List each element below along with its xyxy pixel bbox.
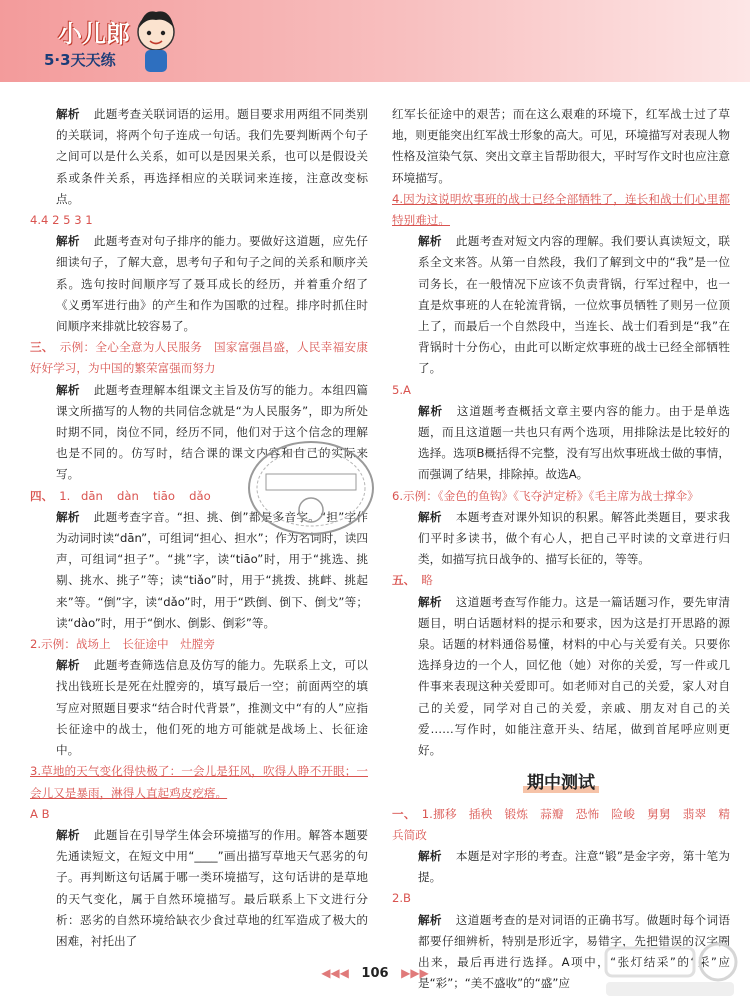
analysis-label: 解析: [418, 403, 443, 418]
analysis-paragraph: [30, 104, 368, 210]
answer-text: 示例：全心全意为人民服务 国家富强昌盛，人民幸福安康 好好学习，为中国的繁荣富强而努力: [30, 340, 380, 376]
answer-line: [392, 570, 730, 591]
answer-text: 1.挪移 插秧 锻炼 蒜瓣 恐怖 险峻 舅舅 翡翠 精兵简政: [392, 806, 730, 842]
answer-line: [392, 189, 730, 231]
next-arrows-icon: ▶▶▶: [401, 966, 429, 980]
analysis-paragraph: [30, 655, 368, 761]
answer-line: 2.B: [392, 891, 412, 906]
analysis-paragraph: [30, 231, 368, 337]
answer-line: A B: [30, 806, 50, 821]
corner-watermark-icon: [600, 938, 740, 1000]
answer-line: 4.4 2 5 3 1: [30, 213, 93, 228]
answer-text: 3.草地的天气变化得快极了：一会儿是狂风，吹得人睁不开眼；一会儿又是暴雨，淋得人直起鸡皮疙瘩。: [30, 764, 368, 800]
analysis-label: 解析: [418, 848, 442, 863]
analysis-paragraph: [392, 592, 730, 762]
analysis-label: 解析: [418, 509, 442, 524]
pinyin-item: dān: [81, 488, 103, 503]
analysis-continuation: 红军长征途中的艰苦；而在这么艰难的环境下，红军战士过了草地，则更能突出红军战士形象的高大。可见，环境描写对表现人物性格及渲染气氛、突出文章主旨帮助很大，平时写作文时也应注意环境描写。: [392, 107, 730, 185]
analysis-paragraph: [392, 846, 730, 888]
section-title: 期中测试: [523, 773, 599, 794]
analysis-label: 解析: [56, 107, 80, 121]
analysis-text: 这道题考查的是对词语的正确书写。做题时每个词语都要仔细辨析，特别是形近字，易错字，先把错误的汉字圈出来，最后再进行选择。A项中，“张灯结采”的“采”应是“彩”；“美不盛收”的“盛”应: [418, 912, 730, 991]
analysis-text: 此题旨在引导学生体会环境描写的作用。解答本题要先通读短文，在短文中用“____”画出描写草地天气恶劣的句子。再判断这句话属于哪一类环境描写，这句话讲的是草地的天气变化，属于自然环境描写。最后联系上下文进行分析：恶劣的自然环境给缺衣少食过草地的红军造成了极大的困难，衬托出了: [56, 827, 368, 948]
right-column: [392, 104, 730, 994]
analysis-paragraph: [30, 825, 368, 952]
analysis-label: 解析: [56, 658, 80, 673]
analysis-text: 这道题考查写作能力。这是一篇话题习作，要先审清题目，明白话题材料的提示和要求，因为这是打开思路的源泉。话题的材料通俗易懂，材料的中心与关爱有关。只要你选择身边的一个人，回忆他（她）对你的关爱，写一件或几件事来表现这种关爱即可。如老师对自己的关爱，家人对自己的关爱，同学对自己的关爱，亲戚、朋友对自己的关爱……写作时，如能注意开头、结尾，做到首尾呼应则更好。: [418, 594, 730, 758]
analysis-label: 解析: [418, 234, 442, 249]
analysis-text: 此题考查对句子排序的能力。要做好这道题，应先仔细读句子，了解大意，思考句子和句子之间的关系和顺序关系。选句按时间顺序写了聂耳成长的经历，并着重介绍了《义勇军进行曲》的产生和作为国歌的过程。排序时抓住时间顺序来排就比较容易了。: [56, 234, 368, 334]
page-number: 106: [361, 966, 389, 981]
section-title-wrap: [392, 773, 730, 795]
section-number: 四、: [30, 488, 54, 503]
analysis-text: 此题考查对短文内容的理解。我们要认真读短文，联系全文来答。从第一自然段，我们了解到文中的“我”是一位司务长，在一般情况下应该不负责背锅，行军过程中，也一直是炊事班的人在轮流背锅，一位炊事员牺牲了则另一位顶上了，而最后一个自然段中，当连长、战士们看到是“我”在背锅时十分伤心，由此可以断定炊事班的战士已经全部牺牲了。: [418, 234, 730, 376]
answer-text: 4.因为这说明炊事班的战士已经全部牺牲了，连长和战士们心里都特别难过。: [392, 191, 730, 228]
logo-title: 小儿郎: [58, 20, 130, 48]
analysis-text: 此题考查理解本组课文主旨及仿写的能力。本组四篇课文所描写的人物的共同信念就是“为人民服务”，即为所处时期不同，岗位不同，经历不同，他们对于这个信念的理解也是不同的。仿写时，结合课的课文内容和自己的实际来写。: [56, 382, 368, 482]
analysis-paragraph: [392, 231, 730, 379]
answer-line: 2.示例：战场上 长征途中 灶膛旁: [30, 637, 215, 652]
mascot-icon: [134, 6, 178, 76]
answer-text: 略: [421, 573, 433, 588]
page-header-banner: [0, 0, 750, 82]
answer-line: [392, 804, 730, 846]
analysis-text: 此题考查字音。“担、挑、倒”都是多音字。“担”字作为动词时读“dān”，可组词“担心、担水”；作为名词时，读四声，可组词“担子”。“挑”字，读“tiāo”时，用于“挑选、挑剔、挑水、挑子”等；读“tiǎo”时，用于“挑拨、挑衅、挑起来”等。“倒”字，读“dǎo”时，用于“跌倒、倒下、倒戈”等；读“dào”时，用于“倒水、倒影、倒彩”等。: [56, 509, 368, 630]
pinyin-item: tiāo: [152, 488, 175, 503]
analysis-label: 解析: [56, 509, 80, 524]
pinyin-item: dàn: [117, 488, 139, 503]
analysis-text: 本题是对字形的考查。注意“锻”是金字旁，第十笔为提。: [418, 848, 730, 885]
analysis-text: 此题考查筛选信息及仿写的能力。先联系上文，可以找出钱班长是死在灶膛旁的，填写最后一空；前面两空的填写应对照题目要求“结合时代背景”，推测文中“有的人”应指长征途中的战士，他们死的地方可能就是战场上、长征途中。: [56, 658, 368, 758]
prev-arrows-icon: ◀◀◀: [321, 966, 349, 980]
answer-line: [30, 337, 380, 379]
section-number: 一、: [392, 806, 416, 821]
analysis-label: 解析: [56, 827, 80, 842]
section-number: 五、: [392, 573, 416, 588]
analysis-text: 本题考查对课外知识的积累。解答此类题目，要求我们平时多读书，做个有心人，把自己平时读的文章进行归类，如描写抗日战争的、描写长征的，等等。: [418, 509, 730, 567]
answer-line: 5.A: [392, 382, 411, 397]
stamp-watermark-icon: [244, 436, 378, 540]
answer-line: 6.示例：《金色的鱼钩》《飞夺泸定桥》《毛主席为战士撑伞》: [392, 488, 699, 503]
section-number: 三、: [30, 340, 54, 355]
analysis-text: 此题考查关联词语的运用。题目要求用两组不同类别的关联词，将两个句子连成一句话。我们先要判断两个句子之间可以是什么关系，如可以是因果关系，也可以是假设关系或条件关系，再选择相应的关联词来连接，注意改变标点。: [56, 107, 368, 206]
analysis-text: 这道题考查概括文章主要内容的能力。由于是单选题，而且这道题一共也只有两个选项，用排除法是比较好的选择。选项B概括得不完整，没有写出炊事班战士做的事情，而强调了结果，排除掉。故选A。: [418, 403, 730, 482]
logo-subtitle: 5·3天天练: [44, 51, 116, 69]
analysis-label: 解析: [418, 912, 442, 927]
analysis-paragraph: [392, 507, 730, 571]
question-number: 1.: [59, 488, 71, 503]
analysis-label: 解析: [418, 594, 442, 609]
pinyin-item: dǎo: [189, 488, 211, 503]
analysis-label: 解析: [56, 234, 80, 249]
analysis-label: 解析: [56, 382, 80, 397]
answer-line: [30, 761, 368, 803]
analysis-paragraph: [392, 401, 730, 486]
